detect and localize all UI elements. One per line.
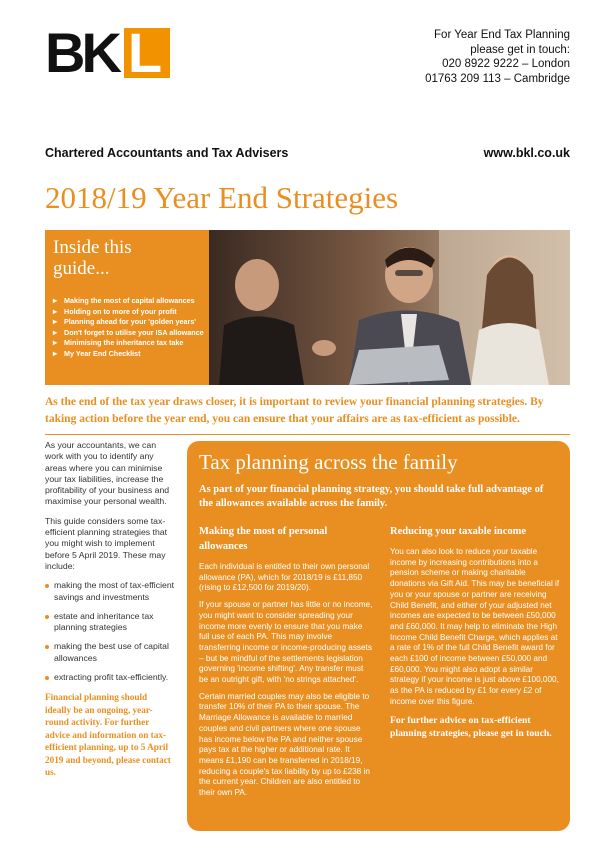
col-b-text [390, 547, 562, 741]
logo-letter-k: K [81, 21, 118, 84]
guide-item[interactable]: ▸ Planning ahead for your 'golden years' [53, 317, 208, 326]
col-b-para-1: You can also look to reduce your taxable income by increasing contributions into a pension scheme or making charitable donations via Gift Aid. This may be beneficial if you or your spouse or partner are receiving Child Benefit, and either of your adjusted net incomes are expected to be between £50,000 and £60,000. It may help to eliminate the High Income Child Benefit Charge, which applies at a rate of 1% of the full Child Benefit award for each £100 of income between £50,000 and £60,000. You might also adopt a similar strategy if your income is just above £100,000, as the PA is reduced by £1 for every £2 of income over this figure. [390, 547, 560, 706]
col-b-closing: For further advice on tax-efficient planning strategies, please get in touch. [390, 714, 552, 740]
panel-lead: As part of your financial planning strategy, you should take full advantage of the allowances available across the family. [199, 484, 544, 509]
contact-line-1: For Year End Tax Planning [434, 29, 570, 41]
col-a-para-3: Certain married couples may also be eligible to transfer 10% of their PA to their spouse. The Marriage Allowance is available to married couples and civil partners where one spouse has income below the PA and neither spouse pays tax at the higher or additional rate. It means £1,190 can be transferred in 2018/19, reducing a couple's tax liability by up to £238 in the current year. Children are also entitled to their own PA. [199, 691, 370, 798]
list-item: making the most of tax-efficient savings and investments [45, 580, 175, 603]
panel-title: Tax planning across the family [199, 450, 458, 474]
hero-photo [209, 230, 570, 385]
left-highlight: Financial planning should ideally be an ongoing, year-round activity. For further advice and information on tax-efficient planning, up to 5 April 2019 and beyond, please contact us. [45, 692, 171, 778]
panel-column-allowances [199, 524, 374, 805]
left-para-2: This guide considers some tax-efficient planning strategies that you might wish to implement before 5 April 2019. These may include: [45, 515, 168, 571]
contact-line-2: please get in touch: [470, 43, 570, 56]
guide-item[interactable]: ▸ My Year End Checklist [53, 349, 208, 358]
meeting-photo-illustration [209, 230, 570, 385]
guide-item[interactable]: ▸ Making the most of capital allowances [53, 296, 208, 305]
contact-phone-london[interactable]: 020 8922 9222 – London [442, 58, 570, 70]
left-bullet-list [45, 580, 175, 683]
left-para-1: As your accountants, we can work with you to identify any areas where you can minimise your tax liabilities, increase the profitability of your business and maximise your personal wealth. [45, 440, 170, 507]
guide-item[interactable]: ▸ Don't forget to utilise your ISA allowance [53, 328, 208, 337]
firm-subtitle: Chartered Accountants and Tax Advisers [45, 146, 289, 160]
section-divider [45, 434, 570, 435]
col-b-heading: Reducing your taxable income [390, 526, 527, 537]
guide-item[interactable]: ▸ Holding on to more of your profit [53, 307, 208, 316]
logo-letter-l: L [124, 28, 170, 78]
guide-item[interactable]: ▸ Minimising the inheritance tax take [53, 338, 208, 347]
intro-paragraph: As the end of the tax year draws closer, it is important to review your financial planning strategies. By taking action before the year end, you can ensure that your affairs are as tax-efficient as possible. [45, 396, 544, 425]
guide-title [53, 237, 183, 279]
contact-block [425, 28, 570, 86]
panel-column-taxable-income [390, 524, 562, 741]
col-a-text [199, 562, 374, 799]
col-a-heading: Making the most of personal allowances [199, 526, 328, 552]
list-item: extracting profit tax-efficiently. [45, 672, 175, 683]
page-title: 2018/19 Year End Strategies [45, 180, 399, 215]
contact-phone-cambridge[interactable]: 01763 209 113 – Cambridge [425, 72, 570, 85]
guide-list [53, 296, 208, 359]
col-a-para-1: Each individual is entitled to their own personal allowance (PA), which for 2018/19 is £11,850 (rising to £12,500 for 2019/20). [199, 562, 370, 593]
logo-letter-b: B [45, 21, 82, 84]
col-a-para-2: If your spouse or partner has little or no income, you might want to consider spreading your income more evenly to ensure that you make full use of each PA. This may involve transferring income or income-producing assets – but be mindful of the settlements legislation governing 'income shifting'. Any transfer must be an outright gift, with 'no strings attached'. [199, 600, 373, 685]
list-item: estate and inheritance tax planning strategies [45, 611, 175, 634]
left-column [45, 440, 175, 779]
website-link[interactable]: www.bkl.co.uk [483, 146, 570, 160]
guide-title-text: Inside this guide... [53, 237, 132, 279]
bkl-logo [45, 21, 170, 84]
list-item: making the best use of capital allowances [45, 641, 175, 664]
